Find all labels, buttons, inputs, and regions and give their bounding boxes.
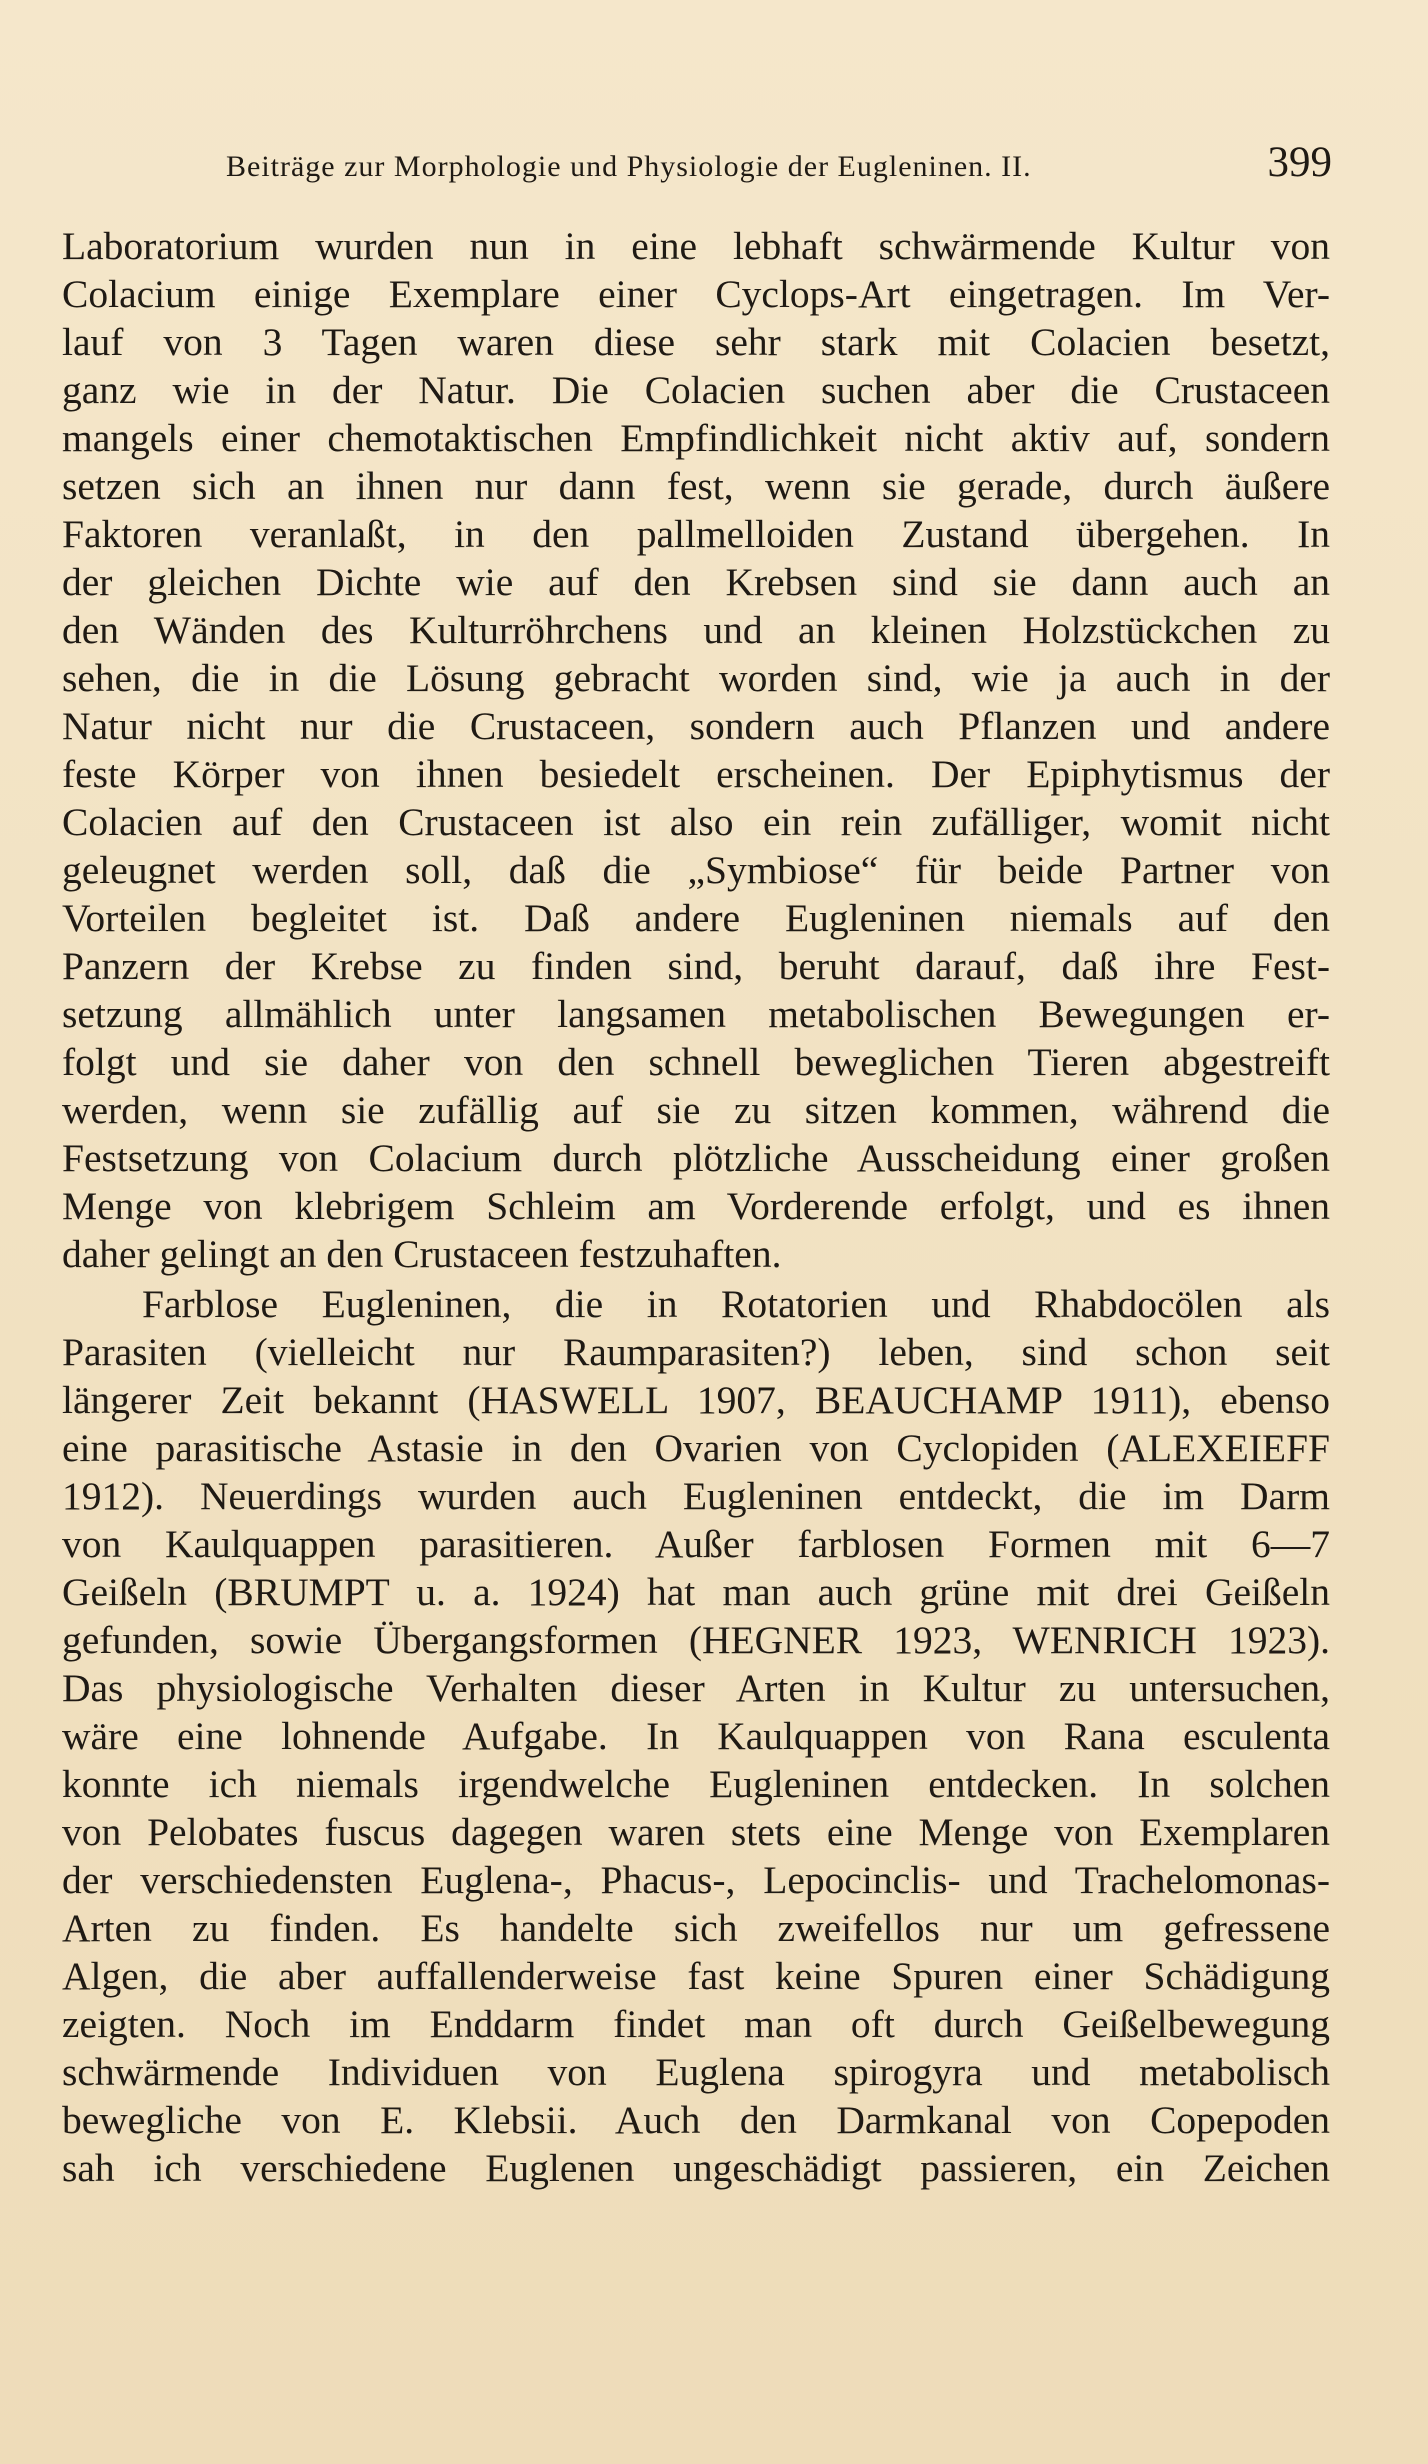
text-line: schwärmende Individuen von Euglena spirogyra und metabolisch <box>62 2050 1330 2094</box>
text-line: Colacien auf den Crustaceen ist also ein rein zufälliger, womit nicht <box>62 800 1330 844</box>
text-line: der gleichen Dichte wie auf den Krebsen sind sie dann auch an <box>62 560 1330 604</box>
text-line: 1912). Neuerdings wurden auch Eugleninen entdeckt, die im Darm <box>62 1474 1330 1518</box>
text-line: setzung allmählich unter langsamen metabolischen Bewegungen er- <box>62 992 1330 1036</box>
text-line: Das physiologische Verhalten dieser Arten in Kultur zu untersuchen, <box>62 1666 1330 1710</box>
text-line: feste Körper von ihnen besiedelt erscheinen. Der Epiphytismus der <box>62 752 1330 796</box>
text-line: Faktoren veranlaßt, in den pallmelloiden Zustand übergehen. In <box>62 512 1330 556</box>
text-line: gefunden, sowie Übergangsformen (HEGNER 1923, WENRICH 1923). <box>62 1618 1330 1662</box>
text-line: Vorteilen begleitet ist. Daß andere Eugleninen niemals auf den <box>62 896 1330 940</box>
text-line: bewegliche von E. Klebsii. Auch den Darmkanal von Copepoden <box>62 2098 1330 2142</box>
text-line: Laboratorium wurden nun in eine lebhaft schwärmende Kultur von <box>62 224 1330 268</box>
text-line: geleugnet werden soll, daß die „Symbiose“ für beide Partner von <box>62 848 1330 892</box>
text-line: den Wänden des Kulturröhrchens und an kleinen Holzstückchen zu <box>62 608 1330 652</box>
text-line: sah ich verschiedene Euglenen ungeschädigt passieren, ein Zeichen <box>62 2146 1330 2190</box>
text-line: zeigten. Noch im Enddarm findet man oft durch Geißelbewegung <box>62 2002 1330 2046</box>
text-line: setzen sich an ihnen nur dann fest, wenn sie gerade, durch äußere <box>62 464 1330 508</box>
text-line: eine parasitische Astasie in den Ovarien von Cyclopiden (ALEXEIEFF <box>62 1426 1330 1470</box>
text-line: längerer Zeit bekannt (HASWELL 1907, BEAUCHAMP 1911), ebenso <box>62 1378 1330 1422</box>
text-line: von Pelobates fuscus dagegen waren stets eine Menge von Exemplaren <box>62 1810 1330 1854</box>
text-line: Panzern der Krebse zu finden sind, beruht darauf, daß ihre Fest- <box>62 944 1330 988</box>
text-line: mangels einer chemotaktischen Empfindlichkeit nicht aktiv auf, sondern <box>62 416 1330 460</box>
page-number: 399 <box>1267 139 1332 186</box>
text-line: von Kaulquappen parasitieren. Außer farblosen Formen mit 6—7 <box>62 1522 1330 1566</box>
running-title: Beiträge zur Morphologie und Physiologie der Eugleninen. II. <box>226 150 1032 183</box>
text-line: der verschiedensten Euglena-, Phacus-, Lepocinclis- und Trachelomonas- <box>62 1858 1330 1902</box>
text-line: daher gelingt an den Crustaceen festzuhaften. <box>62 1232 782 1276</box>
text-line: Menge von klebrigem Schleim am Vorderende erfolgt, und es ihnen <box>62 1184 1330 1228</box>
text-line: Geißeln (BRUMPT u. a. 1924) hat man auch grüne mit drei Geißeln <box>62 1570 1330 1614</box>
text-line: konnte ich niemals irgendwelche Eugleninen entdecken. In solchen <box>62 1762 1330 1806</box>
text-line: Arten zu finden. Es handelte sich zweifellos nur um gefressene <box>62 1906 1330 1950</box>
text-line: Natur nicht nur die Crustaceen, sondern auch Pflanzen und andere <box>62 704 1330 748</box>
paragraph-first-line: Farblose Eugleninen, die in Rotatorien und Rhabdocölen als <box>142 1282 1330 1326</box>
body-text <box>62 222 1330 2192</box>
text-line: Algen, die aber auffallenderweise fast keine Spuren einer Schädigung <box>62 1954 1330 1998</box>
text-line: werden, wenn sie zufällig auf sie zu sitzen kommen, während die <box>62 1088 1330 1132</box>
text-line: Parasiten (vielleicht nur Raumparasiten?) leben, sind schon seit <box>62 1330 1330 1374</box>
text-line: Festsetzung von Colacium durch plötzliche Ausscheidung einer großen <box>62 1136 1330 1180</box>
text-line: wäre eine lohnende Aufgabe. In Kaulquappen von Rana esculenta <box>62 1714 1330 1758</box>
text-line: folgt und sie daher von den schnell beweglichen Tieren abgestreift <box>62 1040 1330 1084</box>
text-line: Colacium einige Exemplare einer Cyclops-Art eingetragen. Im Ver- <box>62 272 1330 316</box>
text-line: ganz wie in der Natur. Die Colacien suchen aber die Crustaceen <box>62 368 1330 412</box>
text-line: sehen, die in die Lösung gebracht worden sind, wie ja auch in der <box>62 656 1330 700</box>
page-header <box>220 138 1340 187</box>
text-line: lauf von 3 Tagen waren diese sehr stark mit Colacien besetzt, <box>62 320 1330 364</box>
